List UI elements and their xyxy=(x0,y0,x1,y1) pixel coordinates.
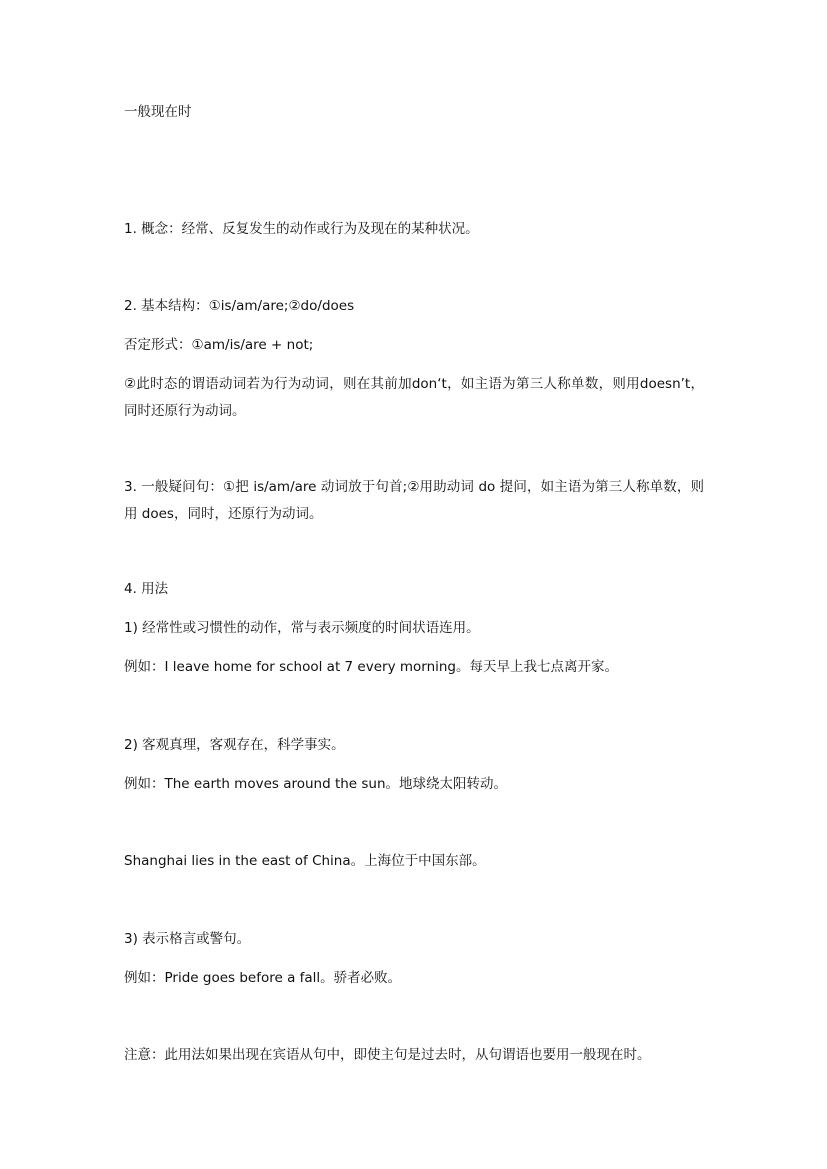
usage-2-example: 例如：The earth moves around the sun。地球绕太阳转动。 xyxy=(124,776,508,792)
usage-3: 3) 表示格言或警句。 xyxy=(124,931,251,947)
structure-heading: 2. 基本结构：①is/am/are;②do/does xyxy=(124,298,355,314)
attention-note: 注意：此用法如果出现在宾语从句中，即使主句是过去时，从句谓语也要用一般现在时。 xyxy=(124,1047,651,1063)
negative-form: 否定形式：①am/is/are + not; xyxy=(124,337,314,353)
negative-note: ②此时态的谓语动词若为行为动词，则在其前加don‘t，如主语为第三人称单数，则用doesn’t，同时还原行为动词。 xyxy=(124,376,704,419)
usage-heading: 4. 用法 xyxy=(124,581,169,597)
concept-paragraph: 1. 概念：经常、反复发生的动作或行为及现在的某种状况。 xyxy=(124,221,479,237)
page-title: 一般现在时 xyxy=(124,104,192,120)
usage-3-example: 例如：Pride goes before a fall。骄者必败。 xyxy=(124,970,402,986)
question-form-paragraph: 3. 一般疑问句：①把 is/am/are 动词放于句首;②用助动词 do 提问，如主语为第三人称单数，则用 does，同时，还原行为动词。 xyxy=(124,479,704,522)
usage-1: 1) 经常性或习惯性的动作，常与表示频度的时间状语连用。 xyxy=(124,620,480,636)
usage-2-example-2: Shanghai lies in the east of China。上海位于中国东部。 xyxy=(124,853,486,869)
usage-1-example: 例如：I leave home for school at 7 every morning。每天早上我七点离开家。 xyxy=(124,659,619,675)
usage-2: 2) 客观真理，客观存在，科学事实。 xyxy=(124,737,345,753)
